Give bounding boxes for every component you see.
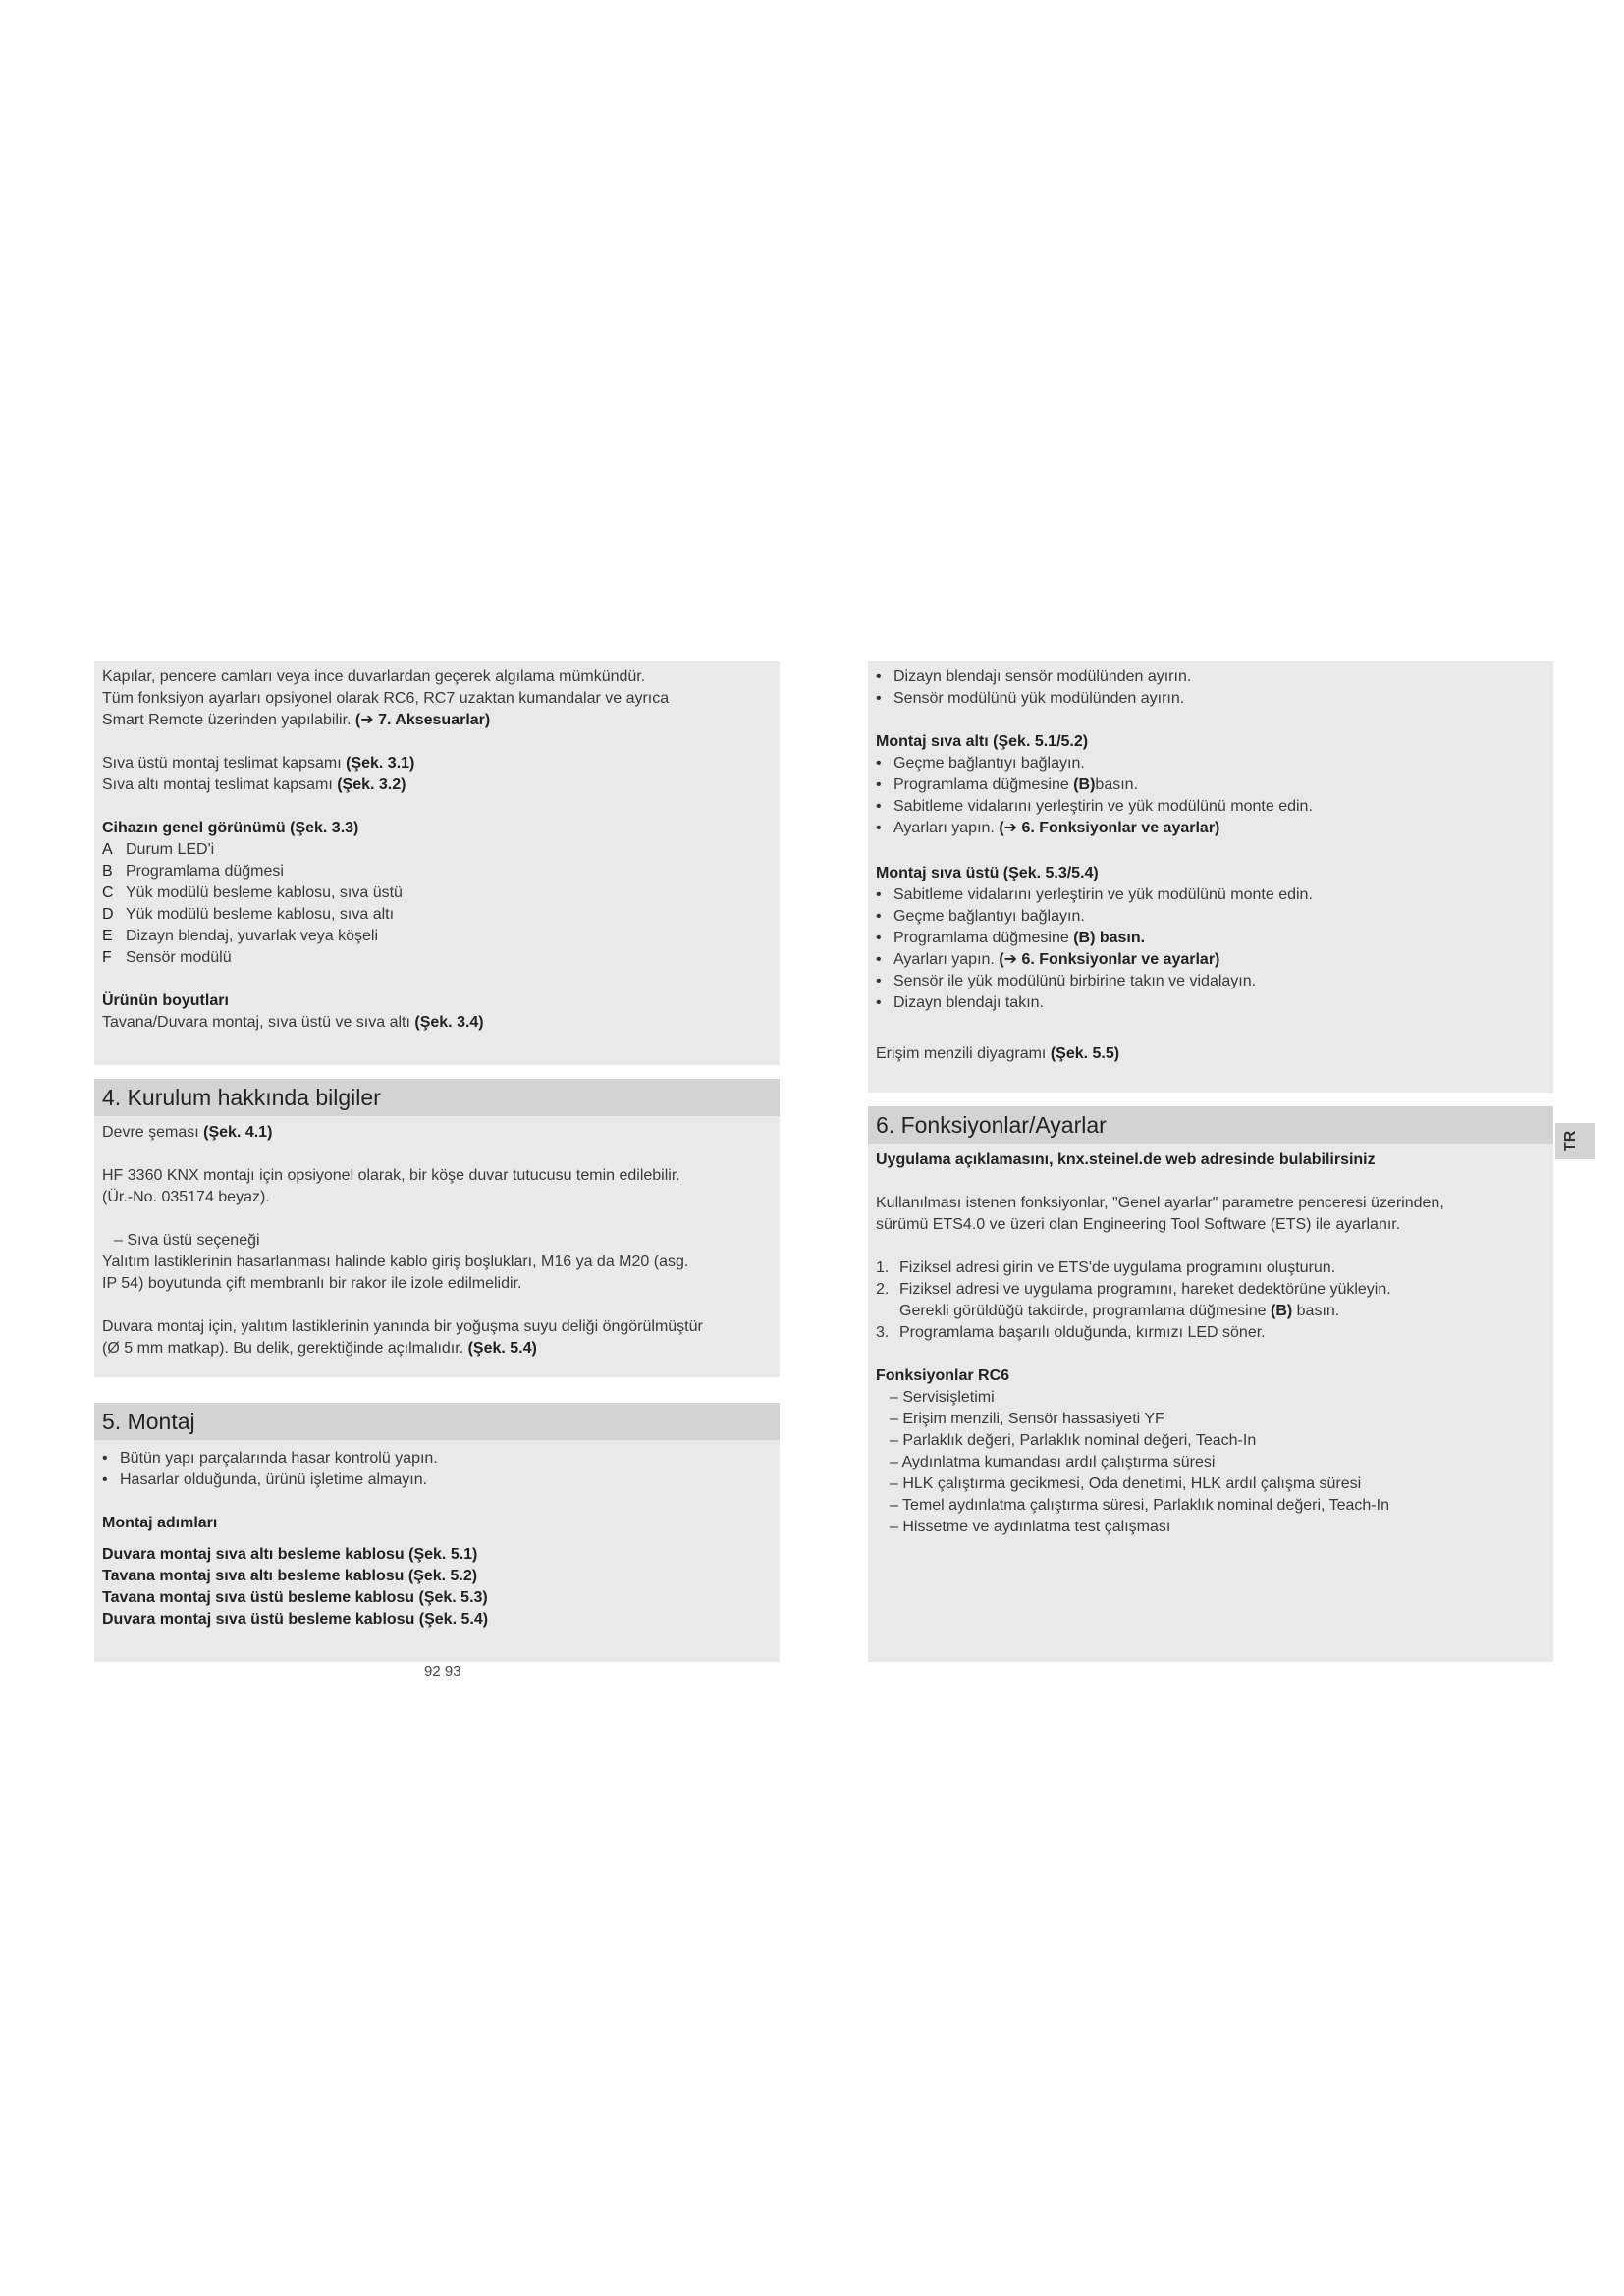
step-item: Tavana montaj sıva üstü besleme kablosu (Şek. 5.3) <box>102 1589 488 1606</box>
overview-item: D Yük modülü besleme kablosu, sıva altı <box>102 906 395 923</box>
section-4-body: Devre şeması (Şek. 4.1) HF 3360 KNX montajı için opsiyonel olarak, bir köşe duvar tutucusu temin edilebilir. (Ür.-No. 035174 beyaz). – Sıva üstü seçeneği Yalıtım lastiklerinin hasarlanması halinde kablo giriş boşlukları, M16 ya da M20 (asg. IP 54) boyutunda çift membranlı bir rakor ile izole edilmelidir. Duvara montaj için, yalıtım lastiklerinin yanında bir yoğuşma suyu deliği öngörülmüştür (Ø 5 mm matkap). Bu delik, gerektiğinde açılmalıdır. (Şek. 5.4) <box>102 1124 703 1357</box>
overview-item: B Programlama düğmesi <box>102 863 284 880</box>
step-item: 3. Programlama başarılı olduğunda, kırmızı LED söner. <box>876 1324 1266 1341</box>
language-tab: TR <box>1555 1123 1595 1159</box>
rc6-item: – Temel aydınlatma çalıştırma süresi, Parlaklık nominal değeri, Teach-In <box>890 1497 1389 1514</box>
step-item: Tavana montaj sıva altı besleme kablosu (Şek. 5.2) <box>102 1568 478 1584</box>
list-item: • Hasarlar olduğunda, ürünü işletime almayın. <box>102 1469 774 1491</box>
device-overview <box>102 818 774 969</box>
rc6-title: Fonksiyonlar RC6 <box>876 1367 1010 1384</box>
section-6-panel <box>868 1106 1553 1662</box>
overview-title: Cihazın genel görünümü (Şek. 3.3) <box>102 820 359 836</box>
rc6-item: – HLK çalıştırma gecikmesi, Oda denetimi, HLK ardıl çalışma süresi <box>890 1475 1362 1492</box>
right-top-panel <box>868 661 1553 1093</box>
step-item: Gerekli görüldüğü takdirde, programlama düğmesine (B) basın. <box>899 1303 1340 1319</box>
rc6-item: – Hissetme ve aydınlatma test çalışması <box>890 1519 1171 1535</box>
step-item: 2. Fiziksel adresi ve uygulama programını, hareket dedektörüne yükleyin. <box>876 1281 1391 1298</box>
right-top-bullets <box>876 667 1547 710</box>
delivery-scope: Sıva üstü montaj teslimat kapsamı (Şek. 3.1) Sıva altı montaj teslimat kapsamı (Şek. 3.2) <box>102 755 415 793</box>
flush-mount-section: Montaj sıva altı (Şek. 5.1/5.2) • Geçme bağlantıyı bağlayın. • Programlama düğmesine (B)basın. • Sabitleme vidalarını yerleştirin ve yük modülünü monte edin. • Ayarları yapın. (➔ 6. Fonksiyonlar ve ayarlar) <box>876 731 1547 839</box>
section-6-body: Uygulama açıklamasını, knx.steinel.de web adresinde bulabilirsiniz Kullanılması istenen fonksiyonlar, "Genel ayarlar" parametre penceresi üzerinden, sürümü ETS4.0 ve üzeri olan Engineering Tool Software (ETS) ile ayarlanır. 1. Fiziksel adresi girin ve ETS'de uygulama programını oluşturun. 2. Fiziksel adresi ve uygulama programını, hareket dedektörüne yükleyin. Gerekli görüldüğü takdirde, programlama düğmesine (B) basın. 3. Programlama başarılı olduğunda, kırmızı LED söner. Fonksiyonlar RC6 – Servisişletimi – Erişim menzili, Sensör hassasiyeti YF – Parlaklık değeri, Parlaklık nominal değeri, Teach-In – Aydınlatma kumandası ardıl çalıştırma süresi – HLK çalıştırma gecikmesi, Oda denetimi, HLK ardıl çalışma süresi – Temel aydınlatma çalıştırma süresi, Parlaklık nominal değeri, Teach-In – Hissetme ve aydınlatma test çalışması <box>876 1149 1547 1538</box>
step-item: Duvara montaj sıva üstü besleme kablosu (Şek. 5.4) <box>102 1611 489 1628</box>
steps-title: Montaj adımları <box>102 1515 218 1531</box>
section-6-heading: 6. Fonksiyonlar/Ayarlar <box>868 1106 1553 1144</box>
section-5-body <box>102 1448 774 1630</box>
intro-paragraph: Kapılar, pencere camları veya ince duvarlardan geçerek algılama mümkündür. Tüm fonksiyon ayarları opsiyonel olarak RC6, RC7 uzaktan kumandalar ve ayrıca Smart Remote üzerinden yapılabilir. (➔ 7. Aksesuarlar) <box>102 668 670 728</box>
left-top-panel <box>94 661 780 1065</box>
step-item: 1. Fiziksel adresi girin ve ETS'de uygulama programını oluşturun. <box>876 1259 1336 1276</box>
overview-item: A Durum LED'i <box>102 841 215 858</box>
overview-item: F Sensör modülü <box>102 949 232 966</box>
rc6-item: – Erişim menzili, Sensör hassasiyeti YF <box>890 1411 1164 1427</box>
rc6-item: – Aydınlatma kumandası ardıl çalıştırma süresi <box>890 1454 1216 1470</box>
surface-mount-section: Montaj sıva üstü (Şek. 5.3/5.4) • Sabitleme vidalarını yerleştirin ve yük modülünü monte edin. • Geçme bağlantıyı bağlayın. • Programlama düğmesine (B) basın. • Ayarları yapın. (➔ 6. Fonksiyonlar ve ayarlar) • Sensör ile yük modülünü birbirine takın ve vidalayın. • Dizayn blendajı takın. <box>876 863 1547 1014</box>
section-5-heading: 5. Montaj <box>94 1403 780 1440</box>
overview-item: E Dizayn blendaj, yuvarlak veya köşeli <box>102 928 379 944</box>
page-numbers: 92 93 <box>424 1663 461 1680</box>
section-4-heading: 4. Kurulum hakkında bilgiler <box>94 1079 780 1116</box>
rc6-item: – Parlaklık değeri, Parlaklık nominal değeri, Teach-In <box>890 1432 1257 1449</box>
range-diagram-ref: Erişim menzili diyagramı (Şek. 5.5) <box>876 1045 1120 1062</box>
section-5-panel <box>94 1403 780 1662</box>
application-note: Uygulama açıklamasını, knx.steinel.de web adresinde bulabilirsiniz <box>876 1151 1376 1168</box>
overview-item: C Yük modülü besleme kablosu, sıva üstü <box>102 884 403 901</box>
list-item: • Bütün yapı parçalarında hasar kontrolü yapın. <box>102 1448 774 1469</box>
list-item: • Sensör modülünü yük modülünden ayırın. <box>876 688 1547 710</box>
product-dimensions: Ürünün boyutları Tavana/Duvara montaj, sıva üstü ve sıva altı (Şek. 3.4) <box>102 992 484 1031</box>
list-item: • Dizayn blendajı sensör modülünden ayırın. <box>876 667 1547 688</box>
section-4-panel <box>94 1079 780 1377</box>
step-item: Duvara montaj sıva altı besleme kablosu (Şek. 5.1) <box>102 1546 478 1563</box>
rc6-item: – Servisişletimi <box>890 1389 995 1406</box>
